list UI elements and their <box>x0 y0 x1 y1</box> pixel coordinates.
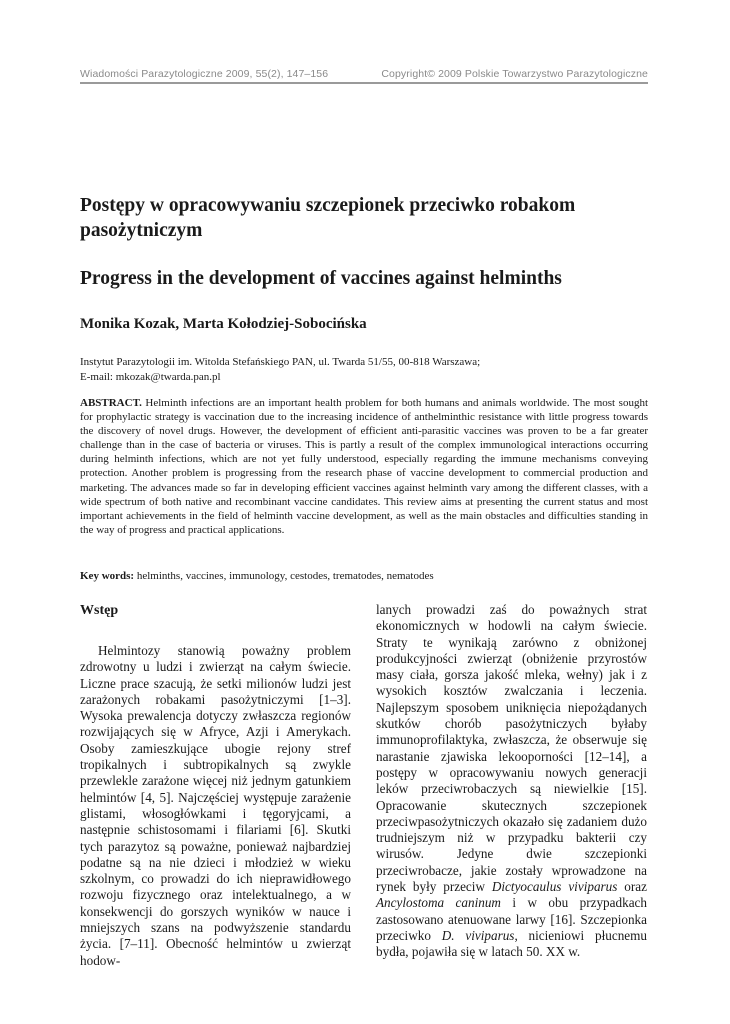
species-name-2: Ancylostoma caninum <box>376 895 501 911</box>
body-text-right-2: oraz <box>617 879 647 895</box>
affiliation-institute: Instytut Parazytologii im. Witolda Stefańskiego PAN, ul. Twarda 51/55, 00-818 Warszawa; <box>80 356 481 368</box>
abstract-label: ABSTRACT. <box>80 397 142 409</box>
keywords-label: Key words: <box>80 570 135 582</box>
species-name-3: D. viviparus <box>441 927 515 943</box>
species-name-1: Dictyocaulus viviparus <box>491 879 618 895</box>
body-text-right-4: , nicieniowi płucnemu bydła, pojawiła się w latach 50. XX w. <box>376 927 648 960</box>
running-header <box>80 68 648 80</box>
title-polish: Postępy w opracowywaniu szczepionek przeciwko robakom pasożytniczym <box>80 195 576 241</box>
affiliation <box>80 355 648 385</box>
affiliation-email: E-mail: mkozak@twarda.pan.pl <box>80 371 221 383</box>
body-column-right <box>376 602 647 961</box>
journal-citation: Wiadomości Parazytologiczne 2009, 55(2), 147–156 <box>80 68 329 80</box>
copyright-notice: Copyright© 2009 Polskie Towarzystwo Parazytologiczne <box>381 68 648 80</box>
abstract <box>80 396 648 537</box>
section-heading: Wstęp <box>80 603 119 618</box>
abstract-text: Helminth infections are an important health problem for both humans and animals worldwide. The most sought for prophylactic strategy is vaccination due to the increasing incidence of anthelminthic resistance with little progress towards the discovery of novel drugs. However, the development of efficient anti-parasitic vaccines was proven to be a far greater challenge than in the case of bacteria or viruses. This is partly a result of the complex immunological interactions occurring during helminth infections, which are not yet fully understood, especially regarding the immune mechanisms conveying protection. Another problem is progressing from the research phase of vaccine development to commercial production and marketing. The advances made so far in developing efficient vaccines against helminth vary among the different classes, with a wide spectrum of both native and recombinant vaccine candidates. This review aims at presenting the current status and most important achievements in the field of helminth vaccine development, as well as the main obstacles and difficulties standing in the way of progress and practical applications. <box>80 397 648 536</box>
body-paragraph-left: Helmintozy stanowią poważny problem zdrowotny u ludzi i zwierząt na całym świecie. Liczne prace szacują, że setki milionów ludzi jest zarażonych robakami pasożytniczymi [1–3]. Wysoka prewalencja dotyczy zwłaszcza regionów rozwijających się w Afryce, Azji i Amerykach. Osoby zamieszkujące ubogie rejony stref tropikalnych i subtropikalnych są zwykle przewlekle zarażone więcej niż jednym gatunkiem helmintów [4, 5]. Najczęściej występuje zarażenie glistami, włosogłówkami i tęgoryjcami, a następnie schistosomami i filariami [6]. Skutki tych parazytoz są poważne, ponieważ najbardziej podatne są na nie dzieci i młodzież w wieku szkolnym, co prowadzi do ich nieprawidłowego rozwoju fizycznego oraz intelektualnego, a w konsekwencji do gorszych wyników w nauce i mniejszych szans na podwyższenie standardu życia. [7–11]. Obecność helmintów u zwierząt hodow- <box>80 643 351 968</box>
body-paragraph-right <box>376 602 647 961</box>
body-text-right-3: i w obu przypadkach zastosowano atenuowane larwy [16]. Szczepionka przeciwko <box>376 895 647 943</box>
keywords <box>80 569 648 584</box>
title-english: Progress in the development of vaccines against helminths <box>80 268 562 289</box>
body-text-right-1: lanych prowadzi zaś do poważnych strat ekonomicznych w hodowli na całym świecie. Straty te wynikają zarówno z obniżonej produkcyjności zwierząt (obniżenie przyrostów masy ciała, gorsza jakość mleka, wełny) jak i z wysokich kosztów zwalczania i leczenia. Najlepszym sposobem uniknięcia niepożądanych skutków chorób pasożytniczych byłaby immunoprofilaktyka, zwłaszcza, że obserwuje się narastanie zjawiska lekooporności [12–14], a postępy w opracowywaniu nowych generacji leków przeciwrobaczych są niewielkie [15]. Opracowanie skutecznych szczepionek przeciwpasożytniczych okazało się zadaniem dużo trudniejszym niż w przypadku bakterii czy wirusów. Jedyne dwie szczepionki przeciwrobacze, jakie zostały wprowadzone na rynek były przeciw <box>376 602 647 895</box>
body-column-left <box>80 602 351 969</box>
keywords-text: helminths, vaccines, immunology, cestodes, trematodes, nematodes <box>134 570 434 582</box>
header-divider <box>80 82 648 84</box>
authors: Monika Kozak, Marta Kołodziej-Sobocińska <box>80 316 367 332</box>
